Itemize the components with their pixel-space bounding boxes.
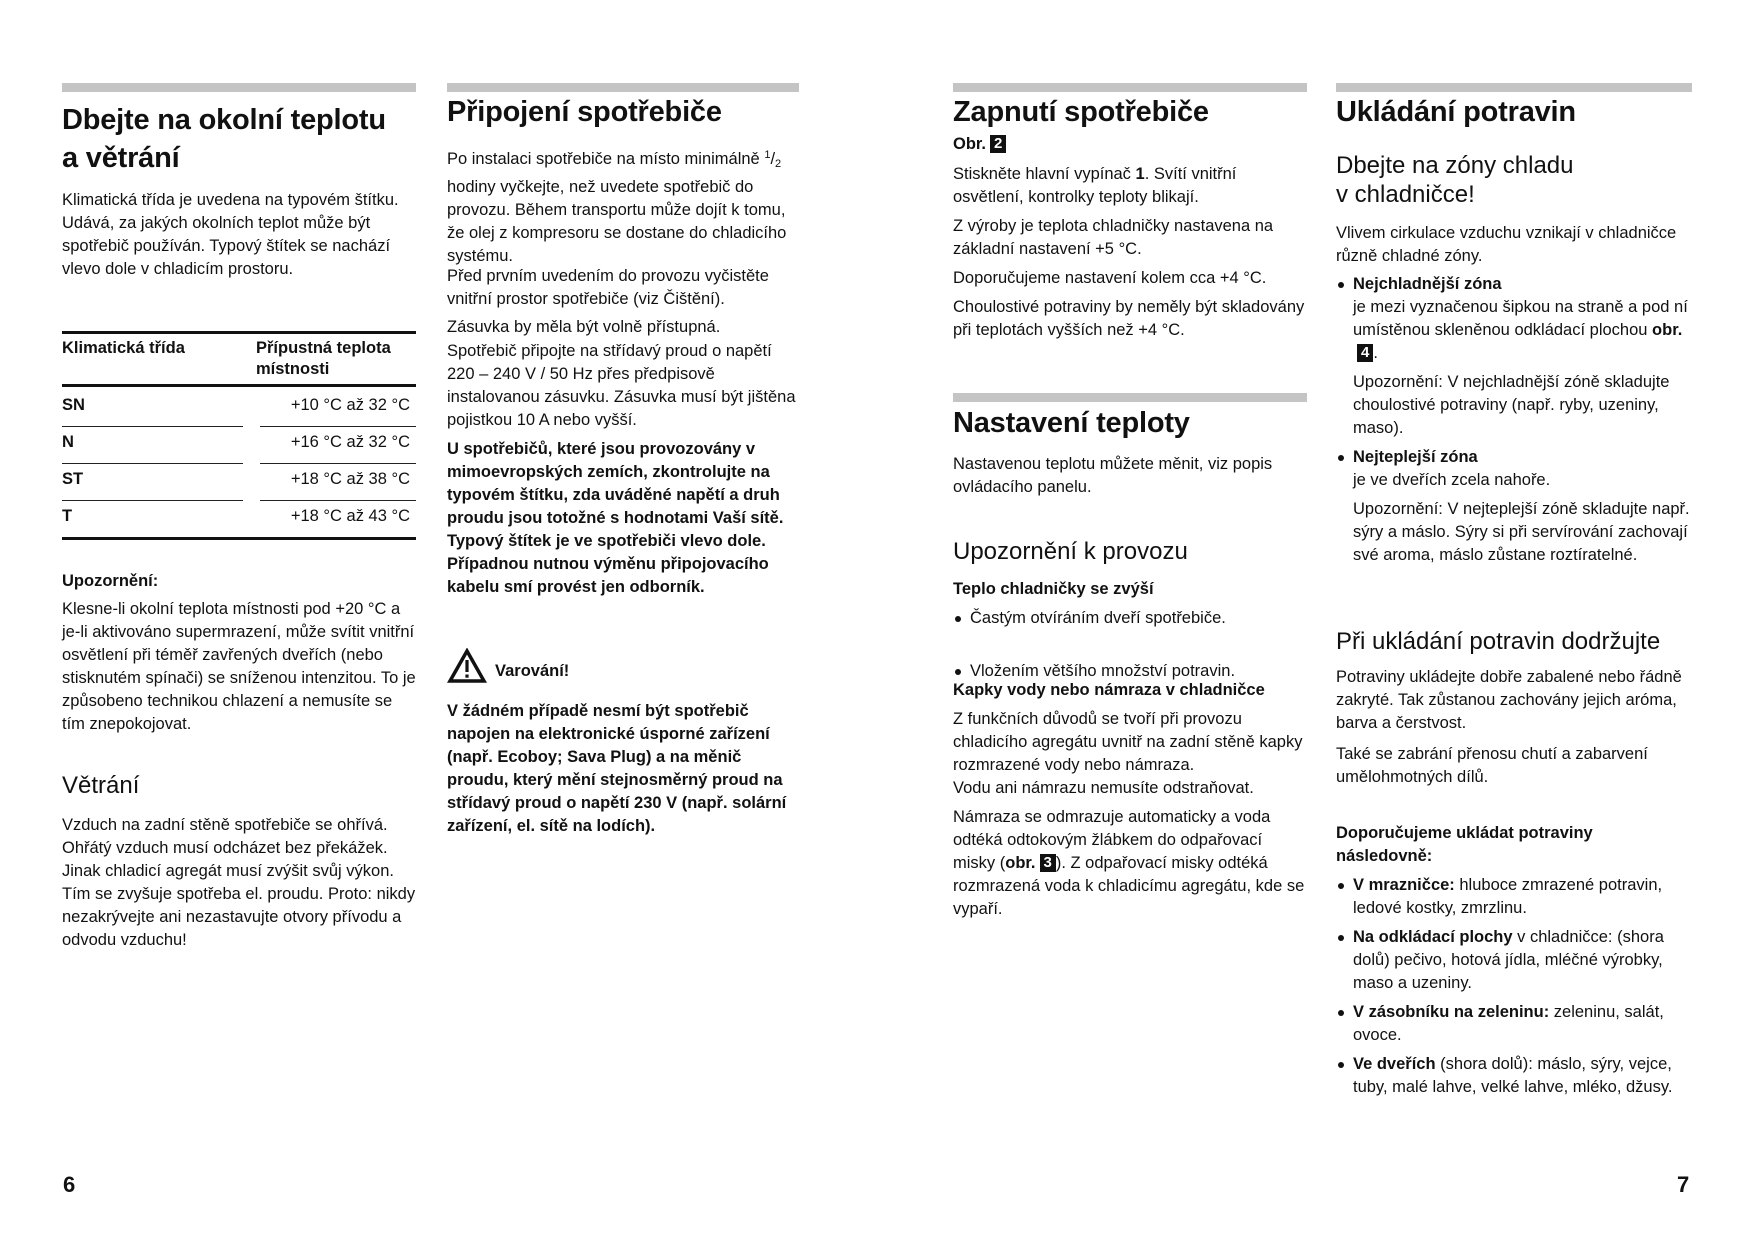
section-divider-bar — [62, 83, 416, 92]
warmest-zone-title: Nejteplejší zóna — [1336, 446, 1692, 469]
connection-paragraph-bold: U spotřebičů, které jsou provozovány v mimoevropských zemích, zkontrolujte na typovém štítku, zda uváděné napětí a druh proudu jsou totožné s hodnotami Vaší sítě. Typový štítek je ve spotřebiči vlevo dole. Případnou nutnou výměnu připojovacího kabelu smí provést jen odborník. — [447, 440, 784, 596]
water-drops-paragraph-1: Z funkčních důvodů se tvoří při provozu chladicího agregátu uvnitř na zadní stěně kapky rozmrazené vody nebo námraza. Vodu ani námrazu nemusíte odstraňovat. — [953, 710, 1303, 797]
water-drops-paragraph-2: Námraza se odmrazuje automaticky a voda odtéká odtokovým žlábkem do odpařovací misky (obr. 3 ). Z odpařovací misky odtéká rozmrazená voda k chladicímu agregátu, kde se vypaří. — [953, 808, 1305, 918]
climate-class: ST — [62, 470, 84, 488]
warmest-zone-note: Upozornění: V nejteplejší zóně skladujte např. sýry a máslo. Sýry si při servírování zachovají své aroma, máslo zůstane roztíratelné. — [1353, 500, 1690, 564]
cold-zones-intro: Vlivem cirkulace vzduchu vznikají v chladničce různě chladné zóny. — [1336, 224, 1677, 265]
connection-paragraph-1: Po instalaci spotřebiče na místo minimálně $^1/_2$ hodiny vyčkejte, než uvedete spotřebič do provozu. Během transportu může dojít k tomu, že olej z kompresoru se dostane do chladicího systému. — [447, 149, 787, 265]
recommend-title: Doporučujeme ukládat potraviny následovně: — [1336, 824, 1593, 865]
table-row — [62, 390, 416, 427]
climate-class: T — [62, 507, 73, 525]
title-line-2: a větrání — [62, 142, 180, 174]
warning-triangle-icon — [447, 648, 487, 684]
switch-on-paragraph-1: Stiskněte hlavní vypínač 1. Svítí vnitřní osvětlení, kontrolky teploty blikají. — [953, 165, 1237, 206]
water-drops-title: Kapky vody nebo námraza v chladničce — [953, 681, 1265, 699]
list-item: Ve dveřích (shora dolů): máslo, sýry, vejce, tuby, malé lahve, velké lahve, mléko, džusy. — [1336, 1053, 1692, 1099]
climate-class-intro: Klimatická třída je uvedena na typovém štítku. Udává, za jakých okolních teplot může být spotřebič používán. Typový štítek se nachází vlevo dole v chladicím prostoru. — [62, 191, 399, 278]
section-divider-bar — [953, 393, 1307, 402]
connection-paragraph-2: Před prvním uvedením do provozu vyčistěte vnitřní prostor spotřebiče (viz Čištění). — [447, 267, 769, 308]
temperature-range: +10 °C až 32 °C — [290, 396, 410, 414]
list-item — [1336, 446, 1692, 567]
note-title: Upozornění: — [62, 572, 159, 590]
connection-paragraph-4: Spotřebič připojte na střídavý proud o napětí 220 – 240 V / 50 Hz přes předpisově instalovanou zásuvku. Zásuvka musí být jištěna pojistkou 10 A nebo vyšší. — [447, 342, 796, 429]
figure-number-badge: 4 — [1357, 344, 1373, 362]
warning-label: Varování! — [495, 661, 570, 680]
figure-number-badge: 2 — [990, 135, 1006, 153]
temperature-range: +16 °C až 32 °C — [290, 433, 410, 451]
section-title-ambient — [62, 101, 416, 177]
storage-paragraph-1: Potraviny ukládejte dobře zabalené nebo řádně zakryté. Tak zůstanou zachovány jejich aróma, barva a čerstvost. — [1336, 668, 1682, 732]
table-header-rule — [62, 384, 416, 387]
switch-on-paragraph-3: Doporučujeme nastavení kolem cca +4 °C. — [953, 269, 1267, 287]
coldest-zone-text: je mezi vyznačenou šipkou na straně a pod ní umístěnou skleněnou odkládací plochou obr.4 . — [1353, 298, 1688, 362]
table-row — [62, 464, 416, 501]
warm-fridge-title: Teplo chladničky se zvýší — [953, 580, 1154, 598]
table-bottom-rule — [62, 537, 416, 540]
figure-number-badge: 3 — [1040, 854, 1056, 872]
temperature-range: +18 °C až 43 °C — [290, 507, 410, 525]
page-number-right: 7 — [1677, 1172, 1690, 1197]
table-top-rule — [62, 331, 416, 334]
operation-notes-title: Upozornění k provozu — [953, 538, 1188, 565]
temperature-setting-text: Nastavenou teplotu můžete měnit, viz popis ovládacího panelu. — [953, 455, 1273, 496]
note-text: Klesne-li okolní teplota místnosti pod +20 °C a je-li aktivováno supermrazení, může svítit vnitřní osvětlení při téměř zavřených dveřích (nebo stisknutém spínači) se sníženou intenzitou. To je způsobeno technikou chlazení a nemusíte se tím znepokojovat. — [62, 600, 416, 733]
section-divider-bar — [953, 83, 1307, 92]
list-item — [1336, 273, 1692, 440]
section-title-switch-on: Zapnutí spotřebiče — [953, 96, 1209, 128]
section-title-connection: Připojení spotřebiče — [447, 96, 722, 128]
climate-class: SN — [62, 396, 85, 414]
table-row — [62, 501, 416, 537]
table-header-class: Klimatická třída — [62, 339, 185, 357]
warning-header — [447, 648, 799, 684]
section-divider-bar — [1336, 83, 1692, 92]
coldest-zone-note: Upozornění: V nejchladnější zóně skladujte choulostivé potraviny (např. ryby, uzeniny, maso). — [1353, 373, 1670, 437]
list-item: V mrazničce: hluboce zmrazené potravin, ledové kostky, zmrzlinu. — [1336, 874, 1692, 920]
recommend-list — [1336, 874, 1692, 1099]
coldest-zone-title: Nejchladnější zóna — [1336, 273, 1692, 296]
section-divider-bar — [447, 83, 799, 92]
page-number-left: 6 — [63, 1172, 76, 1197]
section-title-temperature-setting: Nastavení teploty — [953, 407, 1190, 439]
switch-on-paragraph-4: Choulostivé potraviny by neměly být skladovány při teplotách vyšších než +4 °C. — [953, 298, 1305, 339]
list-item: Vložením většího množství potravin. — [953, 660, 1307, 683]
column-switch-on — [953, 0, 1307, 918]
list-item: Častým otvíráním dveří spotřebiče. — [953, 607, 1307, 630]
switch-on-paragraph-2: Z výroby je teplota chladničky nastavena na základní nastavení +5 °C. — [953, 217, 1274, 258]
connection-paragraph-3: Zásuvka by měla být volně přístupná. — [447, 318, 721, 336]
table-row — [62, 427, 416, 464]
list-item: V zásobníku na zeleninu: zeleninu, salát, ovoce. — [1336, 1001, 1692, 1047]
cold-zones-title: Dbejte na zóny chladu v chladničce! — [1336, 152, 1574, 208]
section-title-food-storage: Ukládání potravin — [1336, 96, 1576, 128]
climate-class: N — [62, 433, 74, 451]
ventilation-text: Vzduch na zadní stěně spotřebiče se ohřívá. Ohřátý vzduch musí odcházet bez překážek. Jinak chladicí agregát musí zvýšit svůj výkon. Tím se zvyšuje spotřeba el. proudu. Proto: nikdy nezakrývejte ani nezastavujte otvory přívodu a odvodu vzduchu! — [62, 816, 416, 949]
warmest-zone-text: je ve dveřích zcela nahoře. — [1353, 471, 1551, 489]
table-header-temperature: Přípustná teplota místnosti — [256, 339, 391, 378]
ventilation-title: Větrání — [62, 772, 140, 799]
temperature-range: +18 °C až 38 °C — [290, 470, 410, 488]
figure-reference: Obr. 2 — [953, 133, 1307, 156]
title-line-1: Dbejte na okolní teplotu — [62, 104, 386, 136]
list-item: Na odkládací plochy v chladničce: (shora dolů) pečivo, hotová jídla, mléčné výrobky, maso a uzeniny. — [1336, 926, 1692, 995]
storage-paragraph-2: Také se zabrání přenosu chutí a zabarvení umělohmotných dílů. — [1336, 745, 1648, 786]
storage-rules-title: Při ukládání potravin dodržujte — [1336, 628, 1661, 655]
warning-text: V žádném případě nesmí být spotřebič napojen na elektronické úsporné zařízení (např. Ecoboy; Sava Plug) a na měnič proudu, který mění stejnosměrný proud na střídavý proud o napětí 230 V (např. solární zařízení, el. sítě na lodích). — [447, 702, 787, 835]
